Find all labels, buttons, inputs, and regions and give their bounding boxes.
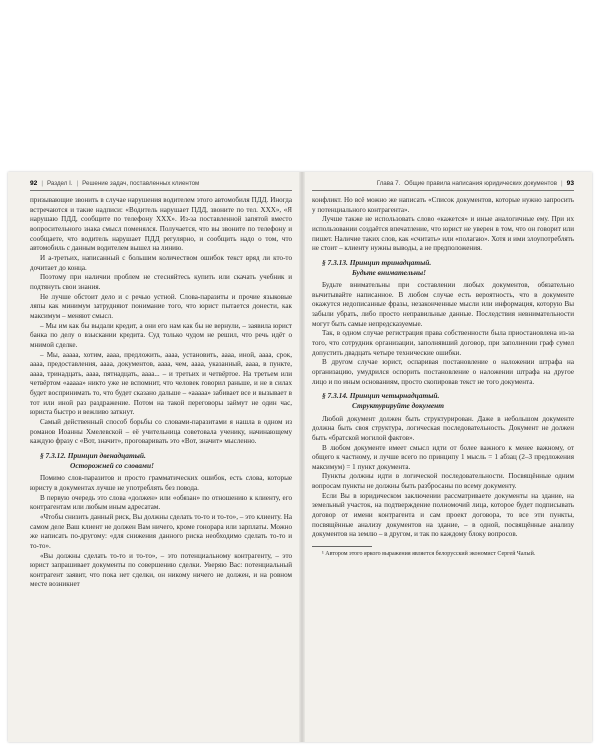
- paragraph: Пункты должны идти в логической последовательности. Посвящённые одним вопросам пункты не должны быть разбросаны по всему документу.: [312, 472, 574, 491]
- open-book: [8, 172, 592, 742]
- section-14-paragraphs: [312, 415, 574, 541]
- paragraph: И а-третьих, написанный с большим количеством ошибок текст вряд ли кто-то дочитает до конца.: [30, 253, 292, 272]
- left-page-header: [30, 178, 294, 190]
- right-running-title: Общие правила написания юридических документов: [404, 180, 558, 187]
- header-separator: |: [561, 180, 563, 187]
- paragraph: Поэтому при наличии проблем не стесняйтесь купить или скачать учебник и подтянуть свои знания.: [30, 273, 292, 291]
- paragraph: Если Вы в юридическом заключении рассматриваете документы на здание, на земельный участок, на подтверждение полномочий лица, которое будет подписывать договор от имени контрагента и сам проект договора, то все эти пункты, посвящённые анализу документов на здание, – в одной, посвящённые анализу документов на землю – в другом, и так по каждому блоку вопросов.: [312, 491, 574, 539]
- right-paragraphs: [312, 196, 574, 254]
- left-page-body: [30, 196, 292, 738]
- paragraph: В любом документе имеет смысл идти от более важного к менее важному, от общего к частному, и лучше всего по принципу 1 мысль = 1 абзац (2–3 предложения максимум) = 1 пункт документа.: [312, 443, 574, 471]
- left-running-title: Решение задач, поставленных клиентом: [82, 180, 200, 187]
- section-heading-line1: § 7.3.13. Принцип тринадцатый.: [322, 257, 432, 267]
- header-rule: [312, 190, 574, 191]
- paragraph: – Мы, ааааа, хотим, аааа, предложить, аааа, установить, аааа, иной, аааа, срок, аааа, предоставления, аааа, документов, аааа, чем, аааа, указанный, аааа, в пункте, аааа, тринадцать, аааа, пятнадцать, аааа... – и третьих и четвёртое. На третьем или четвёртом «ааааа» никто уже не вспомнит, что человек говорил раньше, и не в силах будет воспринимать то, что будет сказано дальше – «ааааа» забивает все и вызывает в тот или иной раз раздражение. Потом на такой переговоры займут не один час, юриста быстро и вежливо заткнут.: [30, 350, 292, 417]
- paragraph: Будьте внимательны при составлении любых документов, обязательно вычитывайте написанное. В любом случае есть вероятность, что в документе окажутся недописанные фразы, незаконченные мысли или информация, которую Вы забыли убрать, либо просто неправильные данные. Последствия невнимательности могут быть самые непредсказуемые.: [312, 281, 574, 328]
- section-heading-line2: Структурируйте документ: [352, 400, 445, 410]
- paragraph: Помимо слов-паразитов и просто грамматических ошибок, есть слова, которые юристу в документах лучше не употреблять без повода.: [30, 474, 292, 492]
- left-paragraphs: [30, 196, 292, 447]
- paragraph: призывающие звонить в случае нарушения водителем этого автомобиля ПДД. Иногда встречаются и такие надписи: «Водитель нарушает ПДД, звоните по тел. XXX», «Я нарушаю ПДД, сообщите по телефону XXX». Из-за поставленной запятой вместо вопросительного знака смысл поменялся. Получается, что вы звоните по телефону и сообщаете, что водитель нарушает ПДД регулярно, и сообщить надо о том, что автомобиль с данным водителем вышел на линию.: [30, 196, 292, 253]
- footnote: ¹ Автором этого яркого выражения является белорусский экономист Сергей Чалый.: [322, 551, 536, 558]
- paragraph: Самый действенный способ борьбы со словами-паразитами я нашла в одном из романов Иоанны Хмелевской – её учительница советовала ученику, начинающему каждую фразу с «Вот, значит», проговаривать это «Вот, значит» мысленно.: [30, 418, 292, 446]
- paragraph: В первую очередь это слова «должен» или «обязан» по отношению к клиенту, его контрагентам или любым иным адресатам.: [30, 493, 292, 512]
- header-separator: |: [41, 180, 43, 187]
- book-spine: [299, 172, 305, 742]
- paragraph: Так, в одном случае регистрация права собственности была приостановлена из-за того, что сотрудник организации, заполнявший договор, при заполнении граф сумел допустить двадцать четыре технические ошибки.: [312, 329, 574, 357]
- right-page-header: [312, 178, 574, 190]
- right-chapter-label: Глава 7.: [376, 180, 401, 187]
- section-heading-7-3-14: [312, 391, 574, 410]
- section-heading-line1: § 7.3.12. Принцип двенадцатый.: [40, 451, 146, 461]
- right-page-number: 93: [566, 180, 574, 187]
- paragraph: – Мы им как бы выдали кредит, а они его нам как бы не вернули, – заявила юрист банка по делу о взыскании кредита. Суд только чудом не решил, что речь идёт о мнимой сделке.: [30, 321, 292, 349]
- right-page: [306, 172, 592, 742]
- paragraph: «Чтобы снизить данный риск, Вы должны сделать то-то и то-то», – это клиенту. На самом деле Ваш клиент не должен Вам ничего, кроме гонорара или зарплаты. Можно же написать по-другому: «для снижения данного риска необходимо сделать то-то и то-то».: [30, 512, 292, 550]
- paragraph: «Вы должны сделать то-то и то-то», – это потенциальному контрагенту, – это юрист запрашивает документы по совершению сделки. Уверяю Вас: потенциальный контрагент заявит, что пока нет сделки, он никому ничего не должен, и на ровном месте возникнет: [30, 551, 292, 589]
- left-page-number: 92: [30, 180, 38, 187]
- header-rule: [30, 190, 292, 191]
- section-13-paragraphs: [312, 281, 574, 387]
- paragraph: Не лучше обстоит дело и с речью устной. Слова-паразиты и прочие языковые ляпы как минимум затрудняют понимание того, что юрист пытается донести, как максимум – меняют смысл.: [30, 292, 292, 320]
- paragraph: конфликт. Но всё можно же написать «Список документов, которые нужно запросить у потенциального контрагента».: [312, 196, 574, 214]
- section-heading-line1: § 7.3.14. Принцип четырнадцатый.: [322, 391, 440, 401]
- paragraph: Лучше также не использовать слово «кажется» и иные аналогичные ему. При их использовании создаётся впечатление, что юрист не уверен в том, что он говорит или пишет. Наличие таких слов, как «считать» или «полагаю». Хотя и ими злоупотреблять не стоит – клиенту нужны выводы, а не предположения.: [312, 215, 574, 253]
- section-heading-7-3-12: [30, 451, 292, 470]
- section-heading-line2: Осторожней со словами!: [70, 460, 154, 470]
- left-section-label: Раздел I.: [46, 180, 73, 187]
- right-page-body: [312, 196, 574, 738]
- left-paragraphs-after: [30, 474, 292, 590]
- left-page: [8, 172, 298, 742]
- section-heading-line2: Будьте внимательны!: [352, 267, 426, 277]
- section-heading-7-3-13: [312, 258, 574, 277]
- footnote-rule: [312, 546, 372, 547]
- paragraph: Любой документ должен быть структурирован. Даже в небольшом документе должна быть своя структура, логическая последовательность. Документ не должен быть «братской могилой фактов».: [312, 414, 574, 442]
- paragraph: В другом случае юрист, оспаривая постановление о наложении штрафа на организацию, умудрился оспорить постановление о наложении штрафа на другое лицо и по иным основаниям, просто скопировав текст не того документа.: [312, 358, 574, 386]
- header-separator: |: [76, 180, 79, 187]
